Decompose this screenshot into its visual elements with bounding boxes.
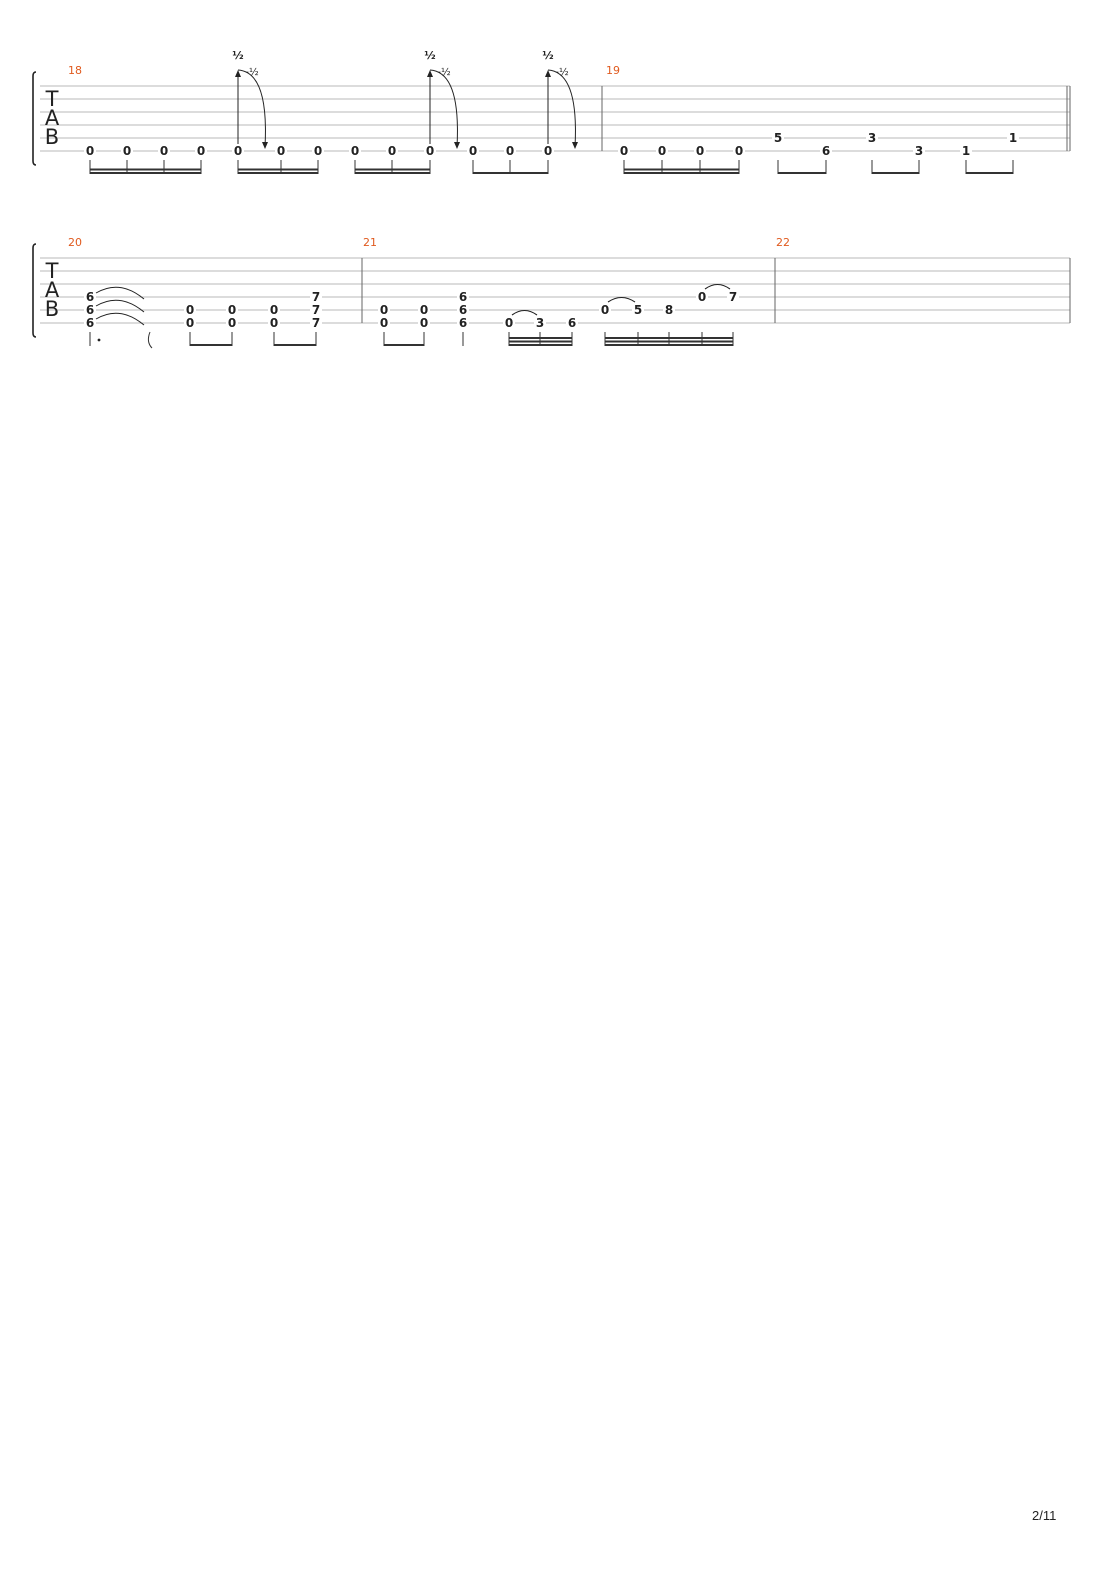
beam — [90, 172, 201, 174]
fret-number: 0 — [505, 144, 515, 158]
fret-number: 0 — [269, 316, 279, 330]
beam — [778, 172, 826, 174]
fret-number: 0 — [276, 144, 286, 158]
beam — [90, 169, 201, 171]
fret-number: 6 — [458, 316, 468, 330]
fret-number: 0 — [387, 144, 397, 158]
measure-number: 18 — [68, 64, 82, 77]
fret-number: 3 — [914, 144, 924, 158]
tie-arc — [512, 311, 537, 316]
beam — [509, 344, 572, 346]
fret-number: 6 — [821, 144, 831, 158]
fret-number: 0 — [379, 303, 389, 317]
tab-system — [33, 244, 1070, 348]
beam — [384, 344, 424, 346]
fret-number: 1 — [1008, 131, 1018, 145]
system-bracket — [33, 72, 36, 165]
fret-number: 0 — [419, 316, 429, 330]
page-number: 2/11 — [1032, 1508, 1057, 1523]
beam — [966, 172, 1013, 174]
release-arrowhead — [572, 142, 578, 149]
fret-number: 0 — [419, 303, 429, 317]
release-arrowhead — [262, 142, 268, 149]
release-arrowhead — [454, 142, 460, 149]
fret-number: 7 — [728, 290, 738, 304]
flag — [148, 332, 152, 348]
tab-clef-letter: B — [44, 297, 60, 321]
fret-number: 7 — [311, 316, 321, 330]
fret-number: 6 — [85, 290, 95, 304]
beam — [355, 172, 430, 174]
fret-number: 0 — [159, 144, 169, 158]
tab-clef-letter: A — [44, 106, 60, 130]
measure-number: 20 — [68, 236, 82, 249]
fret-number: 0 — [697, 290, 707, 304]
fret-number: 6 — [458, 290, 468, 304]
fret-number: 1 — [961, 144, 971, 158]
fret-number: 0 — [269, 303, 279, 317]
tab-clef-letter: T — [45, 259, 59, 283]
bend-arrowhead — [427, 70, 433, 77]
beam — [605, 344, 733, 346]
beam — [238, 169, 318, 171]
fret-number: 6 — [85, 316, 95, 330]
measure-number: 21 — [363, 236, 377, 249]
fret-number: 6 — [567, 316, 577, 330]
fret-number: 0 — [185, 303, 195, 317]
beam — [624, 169, 739, 171]
fret-number: 0 — [600, 303, 610, 317]
beam — [274, 344, 316, 346]
tab-clef-letter: B — [44, 125, 60, 149]
beam — [473, 172, 548, 174]
fret-number: 0 — [185, 316, 195, 330]
fret-number: 0 — [85, 144, 95, 158]
beam — [238, 172, 318, 174]
measure-number: 19 — [606, 64, 620, 77]
release-amount: -½ — [437, 67, 451, 78]
measure-number: 22 — [776, 236, 790, 249]
tab-clef-letter: A — [44, 278, 60, 302]
bend-arrowhead — [545, 70, 551, 77]
fret-number: 0 — [619, 144, 629, 158]
fret-number: 7 — [311, 303, 321, 317]
release-curve — [430, 70, 457, 147]
tie-arc — [608, 298, 635, 303]
fret-number: 6 — [458, 303, 468, 317]
tie-arc — [705, 285, 730, 290]
fret-number: 0 — [227, 303, 237, 317]
fret-number: 5 — [633, 303, 643, 317]
fret-number: 0 — [695, 144, 705, 158]
dot — [98, 339, 101, 342]
system-bracket — [33, 244, 36, 337]
fret-number: 7 — [311, 290, 321, 304]
tab-clef-letter: T — [45, 87, 59, 111]
release-curve — [238, 70, 265, 147]
fret-number: 5 — [773, 131, 783, 145]
beam — [355, 169, 430, 171]
tab-system — [33, 70, 1070, 174]
bend-amount: ½ — [424, 49, 436, 62]
fret-number: 3 — [535, 316, 545, 330]
beam — [624, 172, 739, 174]
beam — [509, 341, 572, 343]
release-amount: -½ — [555, 67, 569, 78]
bend-arrowhead — [235, 70, 241, 77]
fret-number: 0 — [196, 144, 206, 158]
fret-number: 0 — [657, 144, 667, 158]
fret-number: 0 — [543, 144, 553, 158]
fret-number: 0 — [313, 144, 323, 158]
release-amount: -½ — [245, 67, 259, 78]
beam — [509, 337, 572, 339]
fret-number: 6 — [85, 303, 95, 317]
fret-number: 0 — [734, 144, 744, 158]
fret-number: 0 — [350, 144, 360, 158]
fret-number: 0 — [379, 316, 389, 330]
fret-number: 0 — [122, 144, 132, 158]
fret-number: 0 — [425, 144, 435, 158]
beam — [872, 172, 919, 174]
bend-amount: ½ — [542, 49, 554, 62]
fret-number: 3 — [867, 131, 877, 145]
fret-number: 0 — [233, 144, 243, 158]
beam — [605, 341, 733, 343]
fret-number: 0 — [227, 316, 237, 330]
beam — [605, 337, 733, 339]
fret-number: 0 — [468, 144, 478, 158]
fret-number: 0 — [504, 316, 514, 330]
beam — [190, 344, 232, 346]
release-curve — [548, 70, 575, 147]
bend-amount: ½ — [232, 49, 244, 62]
fret-number: 8 — [664, 303, 674, 317]
